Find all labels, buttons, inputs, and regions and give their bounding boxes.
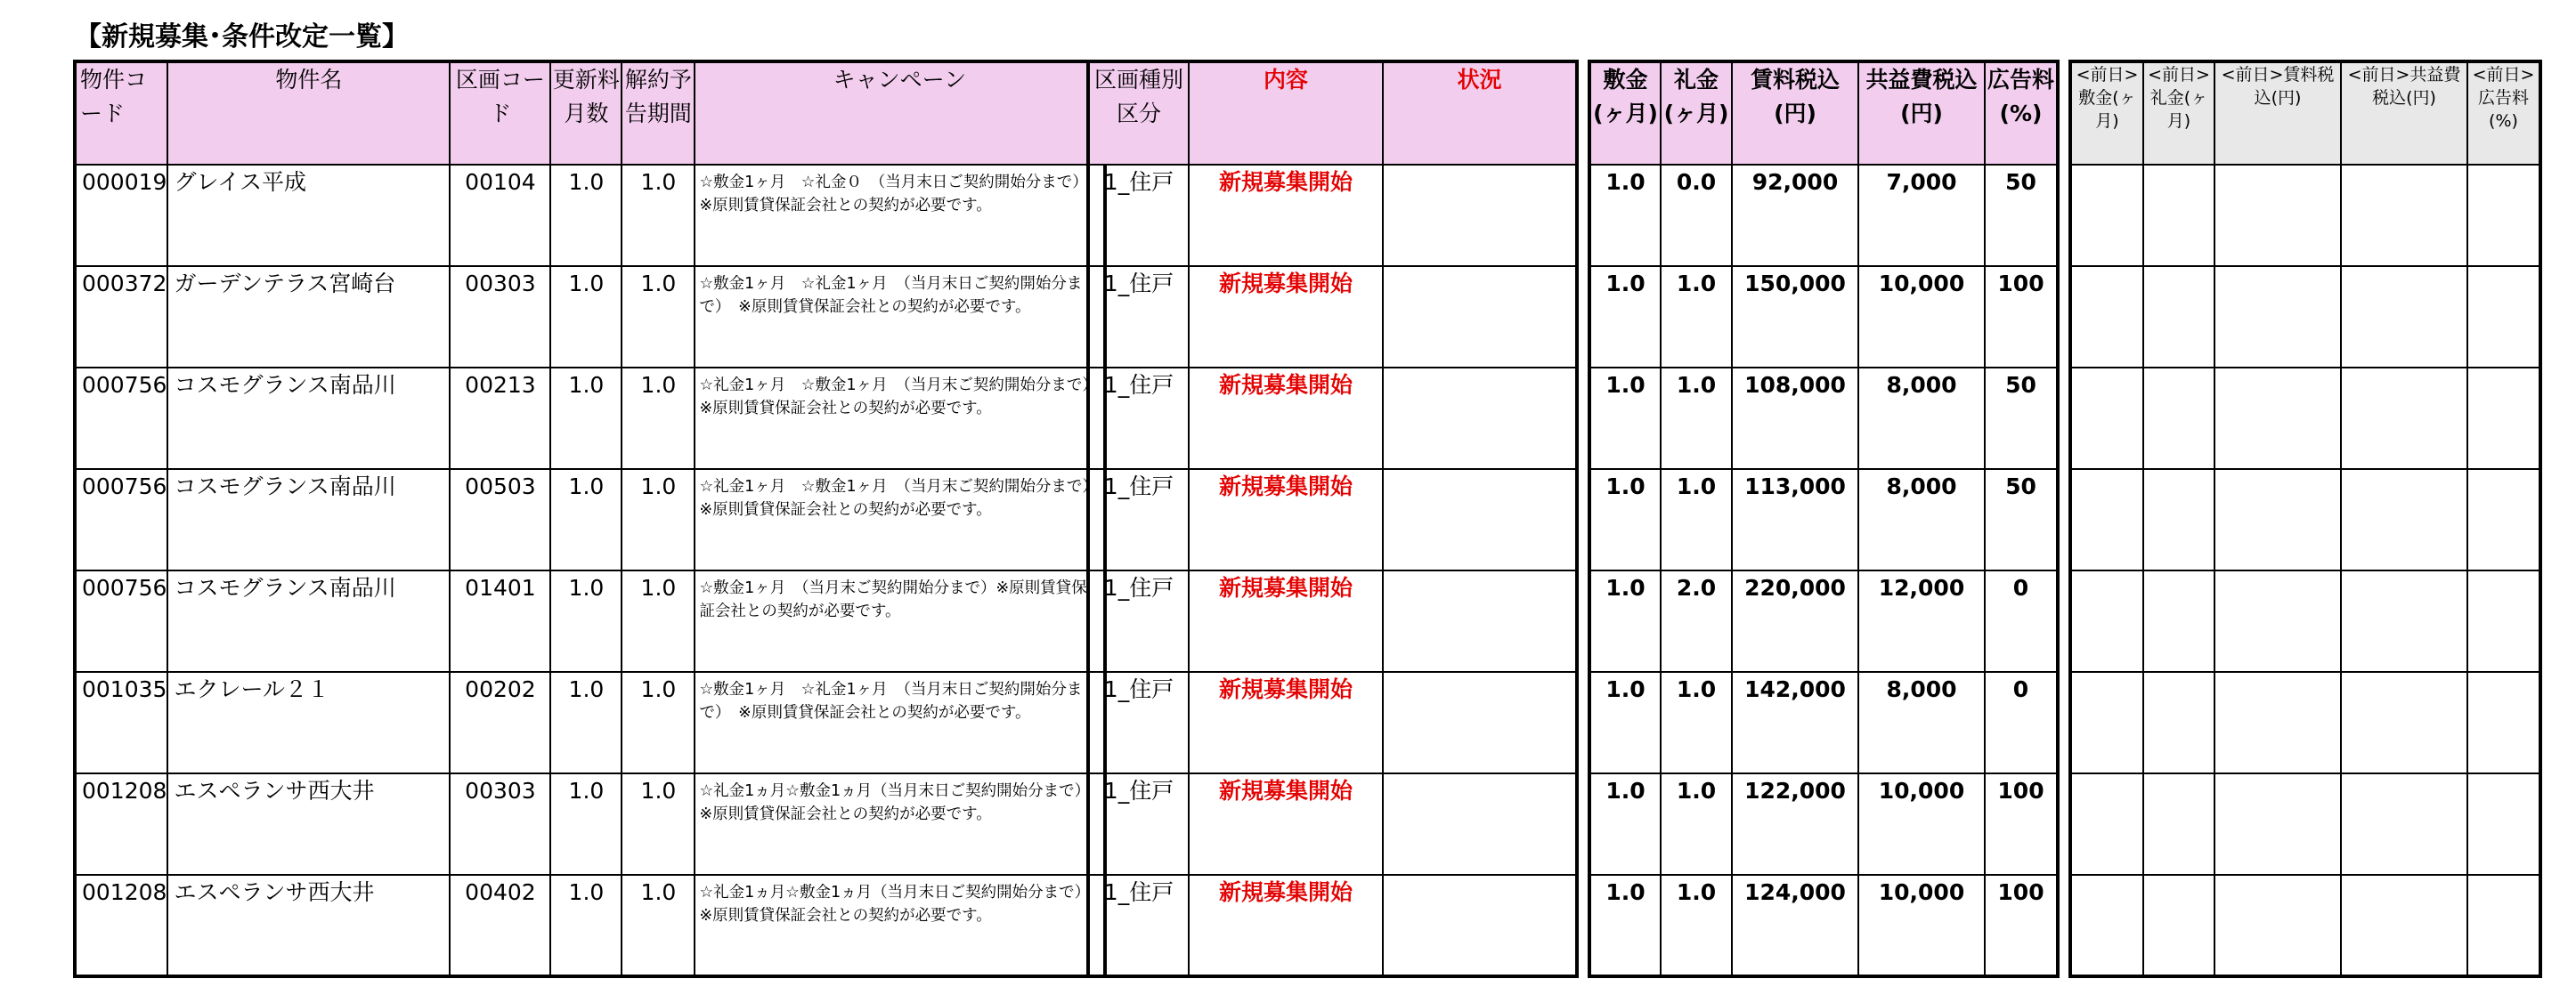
property-table: [73, 60, 1107, 978]
table-row: [75, 570, 1105, 672]
table-row: [75, 368, 1105, 469]
table-row: [1088, 266, 1577, 368]
property-name-cell: コスモグランス南品川: [167, 368, 450, 469]
previous-value-cell: [2143, 266, 2214, 368]
header-prev-common-fee: <前日>共益費税込(円): [2341, 61, 2467, 165]
campaign-cell: ☆礼金1ヵ月☆敷金1ヵ月（当月末日ご契約開始分まで）※原則賃貸保証会社との契約が必要です。: [695, 875, 1105, 976]
common-fee-cell: 10,000: [1858, 875, 1985, 976]
table-row: [2070, 570, 2540, 672]
notice-period-cell: 1.0: [622, 165, 695, 266]
header-ad-fee: 広告料(%): [1985, 61, 2058, 165]
previous-value-cell: [2070, 266, 2143, 368]
common-fee-cell: 8,000: [1858, 672, 1985, 773]
rent-cell: 113,000: [1732, 469, 1858, 570]
status-table: [1086, 60, 1579, 978]
previous-value-cell: [2143, 570, 2214, 672]
table-row: [75, 875, 1105, 976]
header-status: 状況: [1383, 61, 1577, 165]
table-row: [1088, 368, 1577, 469]
previous-value-cell: [2214, 672, 2341, 773]
deposit-cell: 1.0: [1589, 469, 1661, 570]
table-row: [1088, 672, 1577, 773]
unit-code-cell: 00503: [450, 469, 550, 570]
table-row: [1589, 570, 2058, 672]
previous-value-cell: [2341, 672, 2467, 773]
notice-period-cell: 1.0: [622, 570, 695, 672]
header-renewal-months: 更新料月数: [550, 61, 622, 165]
header-campaign: キャンペーン: [695, 61, 1105, 165]
key-money-cell: 0.0: [1661, 165, 1732, 266]
ad-fee-cell: 50: [1985, 469, 2058, 570]
previous-value-cell: [2467, 266, 2540, 368]
renewal-months-cell: 1.0: [550, 875, 622, 976]
property-code-cell: 000372: [75, 266, 167, 368]
table-row: [1589, 672, 2058, 773]
table-row: [2070, 875, 2540, 976]
previous-value-cell: [2341, 266, 2467, 368]
key-money-cell: 1.0: [1661, 469, 1732, 570]
table-row: [2070, 165, 2540, 266]
table-row: [1088, 165, 1577, 266]
deposit-cell: 1.0: [1589, 570, 1661, 672]
key-money-cell: 1.0: [1661, 368, 1732, 469]
notice-period-cell: 1.0: [622, 469, 695, 570]
unit-code-cell: 00213: [450, 368, 550, 469]
header-content: 内容: [1189, 61, 1383, 165]
unit-type-cell: 1_住戸: [1088, 875, 1189, 976]
header-prev-rent: <前日>賃料税込(円): [2214, 61, 2341, 165]
common-fee-cell: 10,000: [1858, 773, 1985, 875]
rent-cell: 220,000: [1732, 570, 1858, 672]
previous-value-cell: [2467, 773, 2540, 875]
previous-value-cell: [2341, 773, 2467, 875]
unit-type-cell: 1_住戸: [1088, 570, 1189, 672]
content-cell: 新規募集開始: [1189, 165, 1383, 266]
deposit-cell: 1.0: [1589, 165, 1661, 266]
status-cell: [1383, 165, 1577, 266]
rent-cell: 124,000: [1732, 875, 1858, 976]
table-row: [1589, 773, 2058, 875]
header-rent: 賃料税込(円): [1732, 61, 1858, 165]
unit-code-cell: 00402: [450, 875, 550, 976]
renewal-months-cell: 1.0: [550, 469, 622, 570]
common-fee-cell: 8,000: [1858, 469, 1985, 570]
ad-fee-cell: 100: [1985, 773, 2058, 875]
previous-value-cell: [2143, 469, 2214, 570]
common-fee-cell: 12,000: [1858, 570, 1985, 672]
unit-code-cell: 00202: [450, 672, 550, 773]
previous-value-cell: [2070, 570, 2143, 672]
previous-value-cell: [2143, 875, 2214, 976]
rent-cell: 92,000: [1732, 165, 1858, 266]
content-cell: 新規募集開始: [1189, 469, 1383, 570]
status-cell: [1383, 773, 1577, 875]
property-name-cell: コスモグランス南品川: [167, 469, 450, 570]
previous-value-cell: [2143, 368, 2214, 469]
header-common-fee: 共益費税込(円): [1858, 61, 1985, 165]
table-row: [1088, 773, 1577, 875]
previous-value-cell: [2341, 469, 2467, 570]
notice-period-cell: 1.0: [622, 875, 695, 976]
table-row: [1589, 368, 2058, 469]
previous-value-cell: [2467, 875, 2540, 976]
common-fee-cell: 8,000: [1858, 368, 1985, 469]
content-cell: 新規募集開始: [1189, 773, 1383, 875]
previous-value-cell: [2070, 368, 2143, 469]
header-prev-ad-fee: <前日>広告料(%): [2467, 61, 2540, 165]
campaign-cell: ☆敷金1ヶ月 ☆礼金０ （当月末日ご契約開始分まで） ※原則賃貸保証会社との契約が必要です。: [695, 165, 1105, 266]
unit-code-cell: 00104: [450, 165, 550, 266]
header-key-money: 礼金(ヶ月): [1661, 61, 1732, 165]
property-code-cell: 000756: [75, 570, 167, 672]
campaign-cell: ☆敷金1ヶ月 ☆礼金1ヶ月 （当月末日ご契約開始分まで） ※原則賃貸保証会社との契約が必要です。: [695, 266, 1105, 368]
previous-value-cell: [2341, 875, 2467, 976]
unit-type-cell: 1_住戸: [1088, 266, 1189, 368]
property-code-cell: 001208: [75, 875, 167, 976]
previous-value-cell: [2214, 368, 2341, 469]
header-deposit: 敷金(ヶ月): [1589, 61, 1661, 165]
header-prev-deposit: <前日>敷金(ヶ月): [2070, 61, 2143, 165]
rent-cell: 122,000: [1732, 773, 1858, 875]
table-row: [75, 773, 1105, 875]
key-money-cell: 1.0: [1661, 266, 1732, 368]
header-notice-period: 解約予告期間: [622, 61, 695, 165]
table-row: [75, 469, 1105, 570]
header-property-code: 物件コード: [75, 61, 167, 165]
ad-fee-cell: 0: [1985, 672, 2058, 773]
notice-period-cell: 1.0: [622, 773, 695, 875]
table-row: [2070, 469, 2540, 570]
property-name-cell: コスモグランス南品川: [167, 570, 450, 672]
status-cell: [1383, 368, 1577, 469]
header-unit-type: 区画種別区分: [1088, 61, 1189, 165]
previous-value-cell: [2341, 368, 2467, 469]
header-prev-key-money: <前日>礼金(ヶ月): [2143, 61, 2214, 165]
status-cell: [1383, 469, 1577, 570]
ad-fee-cell: 100: [1985, 875, 2058, 976]
table-row: [75, 672, 1105, 773]
rent-cell: 108,000: [1732, 368, 1858, 469]
status-cell: [1383, 266, 1577, 368]
notice-period-cell: 1.0: [622, 368, 695, 469]
previous-value-cell: [2070, 672, 2143, 773]
previous-value-cell: [2143, 773, 2214, 875]
campaign-cell: ☆敷金1ヶ月 （当月末ご契約開始分まで）※原則賃貸保証会社との契約が必要です。: [695, 570, 1105, 672]
table-row: [1589, 469, 2058, 570]
content-cell: 新規募集開始: [1189, 266, 1383, 368]
unit-type-cell: 1_住戸: [1088, 672, 1189, 773]
previous-value-cell: [2467, 570, 2540, 672]
previous-value-cell: [2341, 570, 2467, 672]
renewal-months-cell: 1.0: [550, 368, 622, 469]
previous-value-cell: [2143, 165, 2214, 266]
campaign-cell: ☆敷金1ヶ月 ☆礼金1ヶ月 （当月末日ご契約開始分まで） ※原則賃貸保証会社との契約が必要です。: [695, 672, 1105, 773]
table-row: [75, 266, 1105, 368]
content-cell: 新規募集開始: [1189, 875, 1383, 976]
status-cell: [1383, 672, 1577, 773]
campaign-cell: ☆礼金1ヶ月 ☆敷金1ヶ月 （当月末ご契約開始分まで）※原則賃貸保証会社との契約が必要です。: [695, 469, 1105, 570]
unit-code-cell: 00303: [450, 266, 550, 368]
rent-cell: 150,000: [1732, 266, 1858, 368]
property-name-cell: グレイス平成: [167, 165, 450, 266]
previous-terms-table: [2068, 60, 2542, 978]
previous-value-cell: [2214, 165, 2341, 266]
campaign-cell: ☆礼金1ヵ月☆敷金1ヵ月（当月末日ご契約開始分まで）※原則賃貸保証会社との契約が必要です。: [695, 773, 1105, 875]
table-row: [1088, 875, 1577, 976]
previous-value-cell: [2467, 672, 2540, 773]
previous-value-cell: [2214, 773, 2341, 875]
previous-value-cell: [2070, 773, 2143, 875]
header-property-name: 物件名: [167, 61, 450, 165]
key-money-cell: 2.0: [1661, 570, 1732, 672]
ad-fee-cell: 0: [1985, 570, 2058, 672]
property-code-cell: 001208: [75, 773, 167, 875]
previous-value-cell: [2467, 368, 2540, 469]
renewal-months-cell: 1.0: [550, 672, 622, 773]
header-unit-code: 区画コード: [450, 61, 550, 165]
renewal-months-cell: 1.0: [550, 165, 622, 266]
previous-value-cell: [2214, 266, 2341, 368]
deposit-cell: 1.0: [1589, 875, 1661, 976]
common-fee-cell: 7,000: [1858, 165, 1985, 266]
property-code-cell: 001035: [75, 672, 167, 773]
property-code-cell: 000756: [75, 469, 167, 570]
previous-value-cell: [2467, 165, 2540, 266]
content-cell: 新規募集開始: [1189, 672, 1383, 773]
status-cell: [1383, 875, 1577, 976]
table-row: [1589, 165, 2058, 266]
terms-table: [1588, 60, 2060, 978]
renewal-months-cell: 1.0: [550, 773, 622, 875]
renewal-months-cell: 1.0: [550, 266, 622, 368]
unit-type-cell: 1_住戸: [1088, 469, 1189, 570]
renewal-months-cell: 1.0: [550, 570, 622, 672]
table-row: [1589, 266, 2058, 368]
key-money-cell: 1.0: [1661, 773, 1732, 875]
property-name-cell: ガーデンテラス宮崎台: [167, 266, 450, 368]
previous-value-cell: [2214, 570, 2341, 672]
table-row: [1088, 469, 1577, 570]
key-money-cell: 1.0: [1661, 875, 1732, 976]
table-row: [2070, 368, 2540, 469]
unit-code-cell: 00303: [450, 773, 550, 875]
unit-type-cell: 1_住戸: [1088, 165, 1189, 266]
previous-value-cell: [2214, 875, 2341, 976]
deposit-cell: 1.0: [1589, 266, 1661, 368]
previous-value-cell: [2143, 672, 2214, 773]
key-money-cell: 1.0: [1661, 672, 1732, 773]
previous-value-cell: [2214, 469, 2341, 570]
deposit-cell: 1.0: [1589, 672, 1661, 773]
notice-period-cell: 1.0: [622, 266, 695, 368]
property-code-cell: 000019: [75, 165, 167, 266]
property-code-cell: 000756: [75, 368, 167, 469]
previous-value-cell: [2341, 165, 2467, 266]
table-row: [2070, 773, 2540, 875]
campaign-cell: ☆礼金1ヶ月 ☆敷金1ヶ月 （当月末ご契約開始分まで）※原則賃貸保証会社との契約が必要です。: [695, 368, 1105, 469]
ad-fee-cell: 100: [1985, 266, 2058, 368]
previous-value-cell: [2467, 469, 2540, 570]
content-cell: 新規募集開始: [1189, 570, 1383, 672]
page-title: 【新規募集･条件改定一覧】: [75, 21, 409, 53]
previous-value-cell: [2070, 165, 2143, 266]
property-name-cell: エスペランサ西大井: [167, 773, 450, 875]
previous-value-cell: [2070, 469, 2143, 570]
status-cell: [1383, 570, 1577, 672]
common-fee-cell: 10,000: [1858, 266, 1985, 368]
property-name-cell: エスペランサ西大井: [167, 875, 450, 976]
unit-type-cell: 1_住戸: [1088, 773, 1189, 875]
content-cell: 新規募集開始: [1189, 368, 1383, 469]
deposit-cell: 1.0: [1589, 773, 1661, 875]
previous-value-cell: [2070, 875, 2143, 976]
table-row: [75, 165, 1105, 266]
deposit-cell: 1.0: [1589, 368, 1661, 469]
ad-fee-cell: 50: [1985, 165, 2058, 266]
table-row: [2070, 266, 2540, 368]
table-row: [2070, 672, 2540, 773]
table-row: [1589, 875, 2058, 976]
unit-type-cell: 1_住戸: [1088, 368, 1189, 469]
unit-code-cell: 01401: [450, 570, 550, 672]
property-name-cell: エクレール２１: [167, 672, 450, 773]
table-row: [1088, 570, 1577, 672]
rent-cell: 142,000: [1732, 672, 1858, 773]
ad-fee-cell: 50: [1985, 368, 2058, 469]
notice-period-cell: 1.0: [622, 672, 695, 773]
